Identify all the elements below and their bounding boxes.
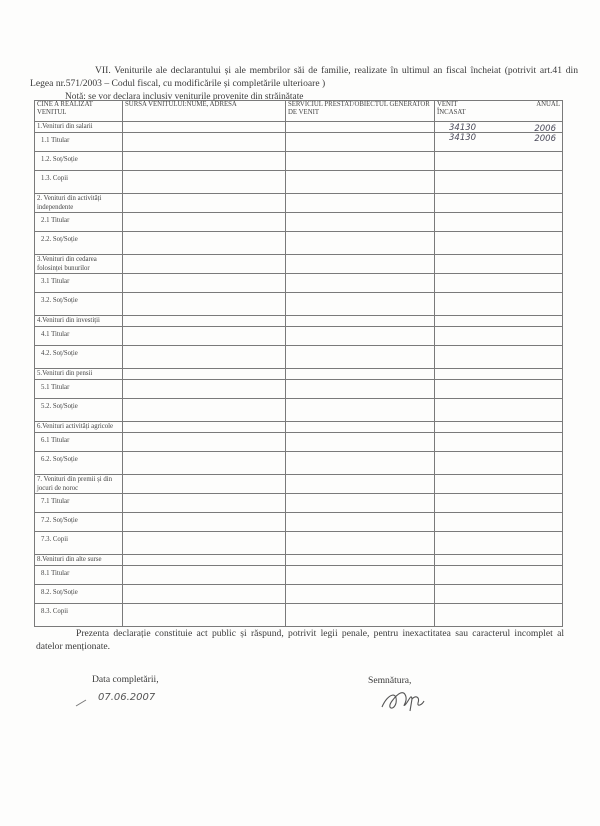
section-heading: VII. Veniturile ale declarantului și ale membrilor săi de familie, realizate în ultimul an fiscal încheiat (potrivit art.41 din Legea nr.571/2003 – Codul fiscal, cu modificările și completările ulterioare ) — [30, 65, 578, 89]
table-cell — [435, 380, 563, 399]
table-cell — [123, 380, 286, 399]
table-cell — [123, 532, 286, 555]
table-row — [35, 585, 563, 604]
row-label: 7.2. Soț/Soție — [35, 513, 123, 532]
section-cell — [123, 369, 286, 380]
table-cell — [435, 452, 563, 475]
table-cell — [123, 585, 286, 604]
table-cell — [435, 433, 563, 452]
table-cell — [435, 513, 563, 532]
table-row — [35, 133, 563, 152]
table-cell — [286, 399, 435, 422]
row-label: 1.2. Soț/Soție — [35, 152, 123, 171]
table-cell — [123, 566, 286, 585]
row-label: 8.3. Copii — [35, 604, 123, 627]
date-dash-icon — [74, 694, 154, 712]
row-label: 3.2. Soț/Soție — [35, 293, 123, 316]
section-intro — [30, 65, 578, 102]
section-row — [35, 475, 563, 494]
table-row — [35, 274, 563, 293]
section-cell — [435, 255, 563, 274]
signature-label: Semnătura, — [368, 675, 412, 686]
header-income-right: ANUAL — [536, 101, 560, 108]
table-cell — [286, 380, 435, 399]
section-cell — [286, 316, 435, 327]
section-cell — [123, 194, 286, 213]
table-row — [35, 293, 563, 316]
row-label: 2.1 Titular — [35, 213, 123, 232]
table-row — [35, 380, 563, 399]
table-cell — [286, 494, 435, 513]
table-row — [35, 433, 563, 452]
section-title: 2. Venituri din activități independente — [35, 194, 123, 213]
section-cell — [123, 555, 286, 566]
table-cell — [123, 513, 286, 532]
section-cell — [286, 122, 435, 133]
table-cell — [286, 327, 435, 346]
table-row — [35, 604, 563, 627]
table-cell — [286, 274, 435, 293]
table-cell — [123, 399, 286, 422]
row-label: 4.2. Soț/Soție — [35, 346, 123, 369]
row-label: 5.2. Soț/Soție — [35, 399, 123, 422]
table-cell — [435, 566, 563, 585]
table-cell — [435, 152, 563, 171]
row-label: 6.1 Titular — [35, 433, 123, 452]
income-table-body — [35, 122, 563, 627]
date-value: 07.06.2007 — [98, 692, 155, 703]
table-row — [35, 152, 563, 171]
table-cell — [123, 433, 286, 452]
header-income-left: VENIT — [437, 101, 458, 108]
table-cell — [286, 452, 435, 475]
section-row — [35, 255, 563, 274]
section-cell — [435, 369, 563, 380]
table-cell — [435, 171, 563, 194]
signature-icon — [378, 685, 438, 715]
section-cell — [286, 194, 435, 213]
table-cell — [435, 585, 563, 604]
table-cell — [435, 133, 563, 152]
table-row — [35, 452, 563, 475]
hw-year: 2006 — [534, 124, 556, 134]
table-cell — [123, 293, 286, 316]
section-cell — [435, 422, 563, 433]
table-row — [35, 327, 563, 346]
table-cell — [123, 327, 286, 346]
table-cell — [123, 213, 286, 232]
row-label: 6.2. Soț/Soție — [35, 452, 123, 475]
table-cell — [286, 433, 435, 452]
section-title: 8.Venituri din alte surse — [35, 555, 123, 566]
row-label: 3.1 Titular — [35, 274, 123, 293]
table-row — [35, 171, 563, 194]
table-cell — [435, 274, 563, 293]
section-row — [35, 316, 563, 327]
table-cell — [286, 232, 435, 255]
table-cell — [435, 346, 563, 369]
row-label: 5.1 Titular — [35, 380, 123, 399]
date-label: Data completării, — [92, 674, 159, 685]
table-cell — [435, 399, 563, 422]
table-cell — [123, 274, 286, 293]
section-cell — [435, 316, 563, 327]
table-cell — [286, 171, 435, 194]
header-source: SURSA VENITULUI:NUME, ADRESA — [123, 101, 286, 122]
table-cell — [286, 293, 435, 316]
table-cell — [123, 604, 286, 627]
table-cell — [286, 133, 435, 152]
section-title: 3.Venituri din cedarea folosinței bunurilor — [35, 255, 123, 274]
table-cell — [286, 585, 435, 604]
table-cell — [435, 532, 563, 555]
table-row — [35, 232, 563, 255]
table-cell — [435, 232, 563, 255]
section-cell — [123, 255, 286, 274]
section-cell — [286, 422, 435, 433]
section-cell — [123, 422, 286, 433]
legal-statement: Prezenta declarație constituie act public și răspund, potrivit legii penale, pentru inexactitatea sau caracterul incomplet al datelor menționate. — [36, 628, 564, 652]
row-label: 2.2. Soț/Soție — [35, 232, 123, 255]
section-row — [35, 194, 563, 213]
section-cell — [435, 475, 563, 494]
table-cell — [123, 152, 286, 171]
table-header-row — [35, 101, 563, 122]
table-cell — [286, 566, 435, 585]
section-cell — [435, 555, 563, 566]
section-cell — [286, 555, 435, 566]
table-row — [35, 346, 563, 369]
section-cell — [435, 194, 563, 213]
table-cell — [286, 604, 435, 627]
table-cell — [435, 327, 563, 346]
section-cell — [123, 475, 286, 494]
section-title: 6.Venituri activități agricole — [35, 422, 123, 433]
section-title: 5.Venituri din pensii — [35, 369, 123, 380]
hw-year: 2006 — [534, 134, 556, 144]
table-cell — [123, 494, 286, 513]
section-title: 7. Venituri din premii și din jocuri de noroc — [35, 475, 123, 494]
table-cell — [123, 452, 286, 475]
section-title: 4.Venituri din investiții — [35, 316, 123, 327]
hw-amount: 34130 — [449, 123, 477, 133]
table-cell — [435, 213, 563, 232]
table-cell — [286, 152, 435, 171]
table-cell — [123, 232, 286, 255]
table-row — [35, 513, 563, 532]
table-cell — [435, 293, 563, 316]
table-row — [35, 494, 563, 513]
section-cell — [286, 475, 435, 494]
header-income-sub: ÎNCASAT — [437, 109, 466, 116]
table-cell — [123, 171, 286, 194]
section-cell — [286, 255, 435, 274]
row-label: 7.3. Copii — [35, 532, 123, 555]
section-cell — [123, 122, 286, 133]
table-row — [35, 399, 563, 422]
table-cell — [286, 532, 435, 555]
hw-amount: 34130 — [449, 133, 477, 143]
row-label: 1.3. Copii — [35, 171, 123, 194]
table-cell — [123, 346, 286, 369]
table-cell — [286, 213, 435, 232]
section-title: 1.Venituri din salarii — [35, 122, 123, 133]
row-label: 7.1 Titular — [35, 494, 123, 513]
row-label: 4.1 Titular — [35, 327, 123, 346]
table-cell — [435, 604, 563, 627]
section-row — [35, 422, 563, 433]
table-row — [35, 566, 563, 585]
table-cell — [123, 133, 286, 152]
header-service: SERVICIUL PRESTAT/OBIECTUL GENERATOR DE VENIT — [286, 101, 435, 122]
table-row — [35, 532, 563, 555]
section-row — [35, 555, 563, 566]
table-row — [35, 213, 563, 232]
table-cell — [286, 513, 435, 532]
foreign-income-note: Notă: se vor declara inclusiv veniturile provenite din străinătate — [65, 92, 304, 102]
row-label: 8.1 Titular — [35, 566, 123, 585]
row-label: 8.2. Soț/Soție — [35, 585, 123, 604]
header-who: CINE A REALIZAT VENITUL — [35, 101, 123, 122]
header-income — [435, 101, 563, 122]
table-cell — [286, 346, 435, 369]
row-label: 1.1 Titular — [35, 133, 123, 152]
section-row — [35, 369, 563, 380]
section-row — [35, 122, 563, 133]
table-cell — [435, 494, 563, 513]
income-table — [34, 100, 563, 627]
section-cell — [123, 316, 286, 327]
section-cell — [286, 369, 435, 380]
